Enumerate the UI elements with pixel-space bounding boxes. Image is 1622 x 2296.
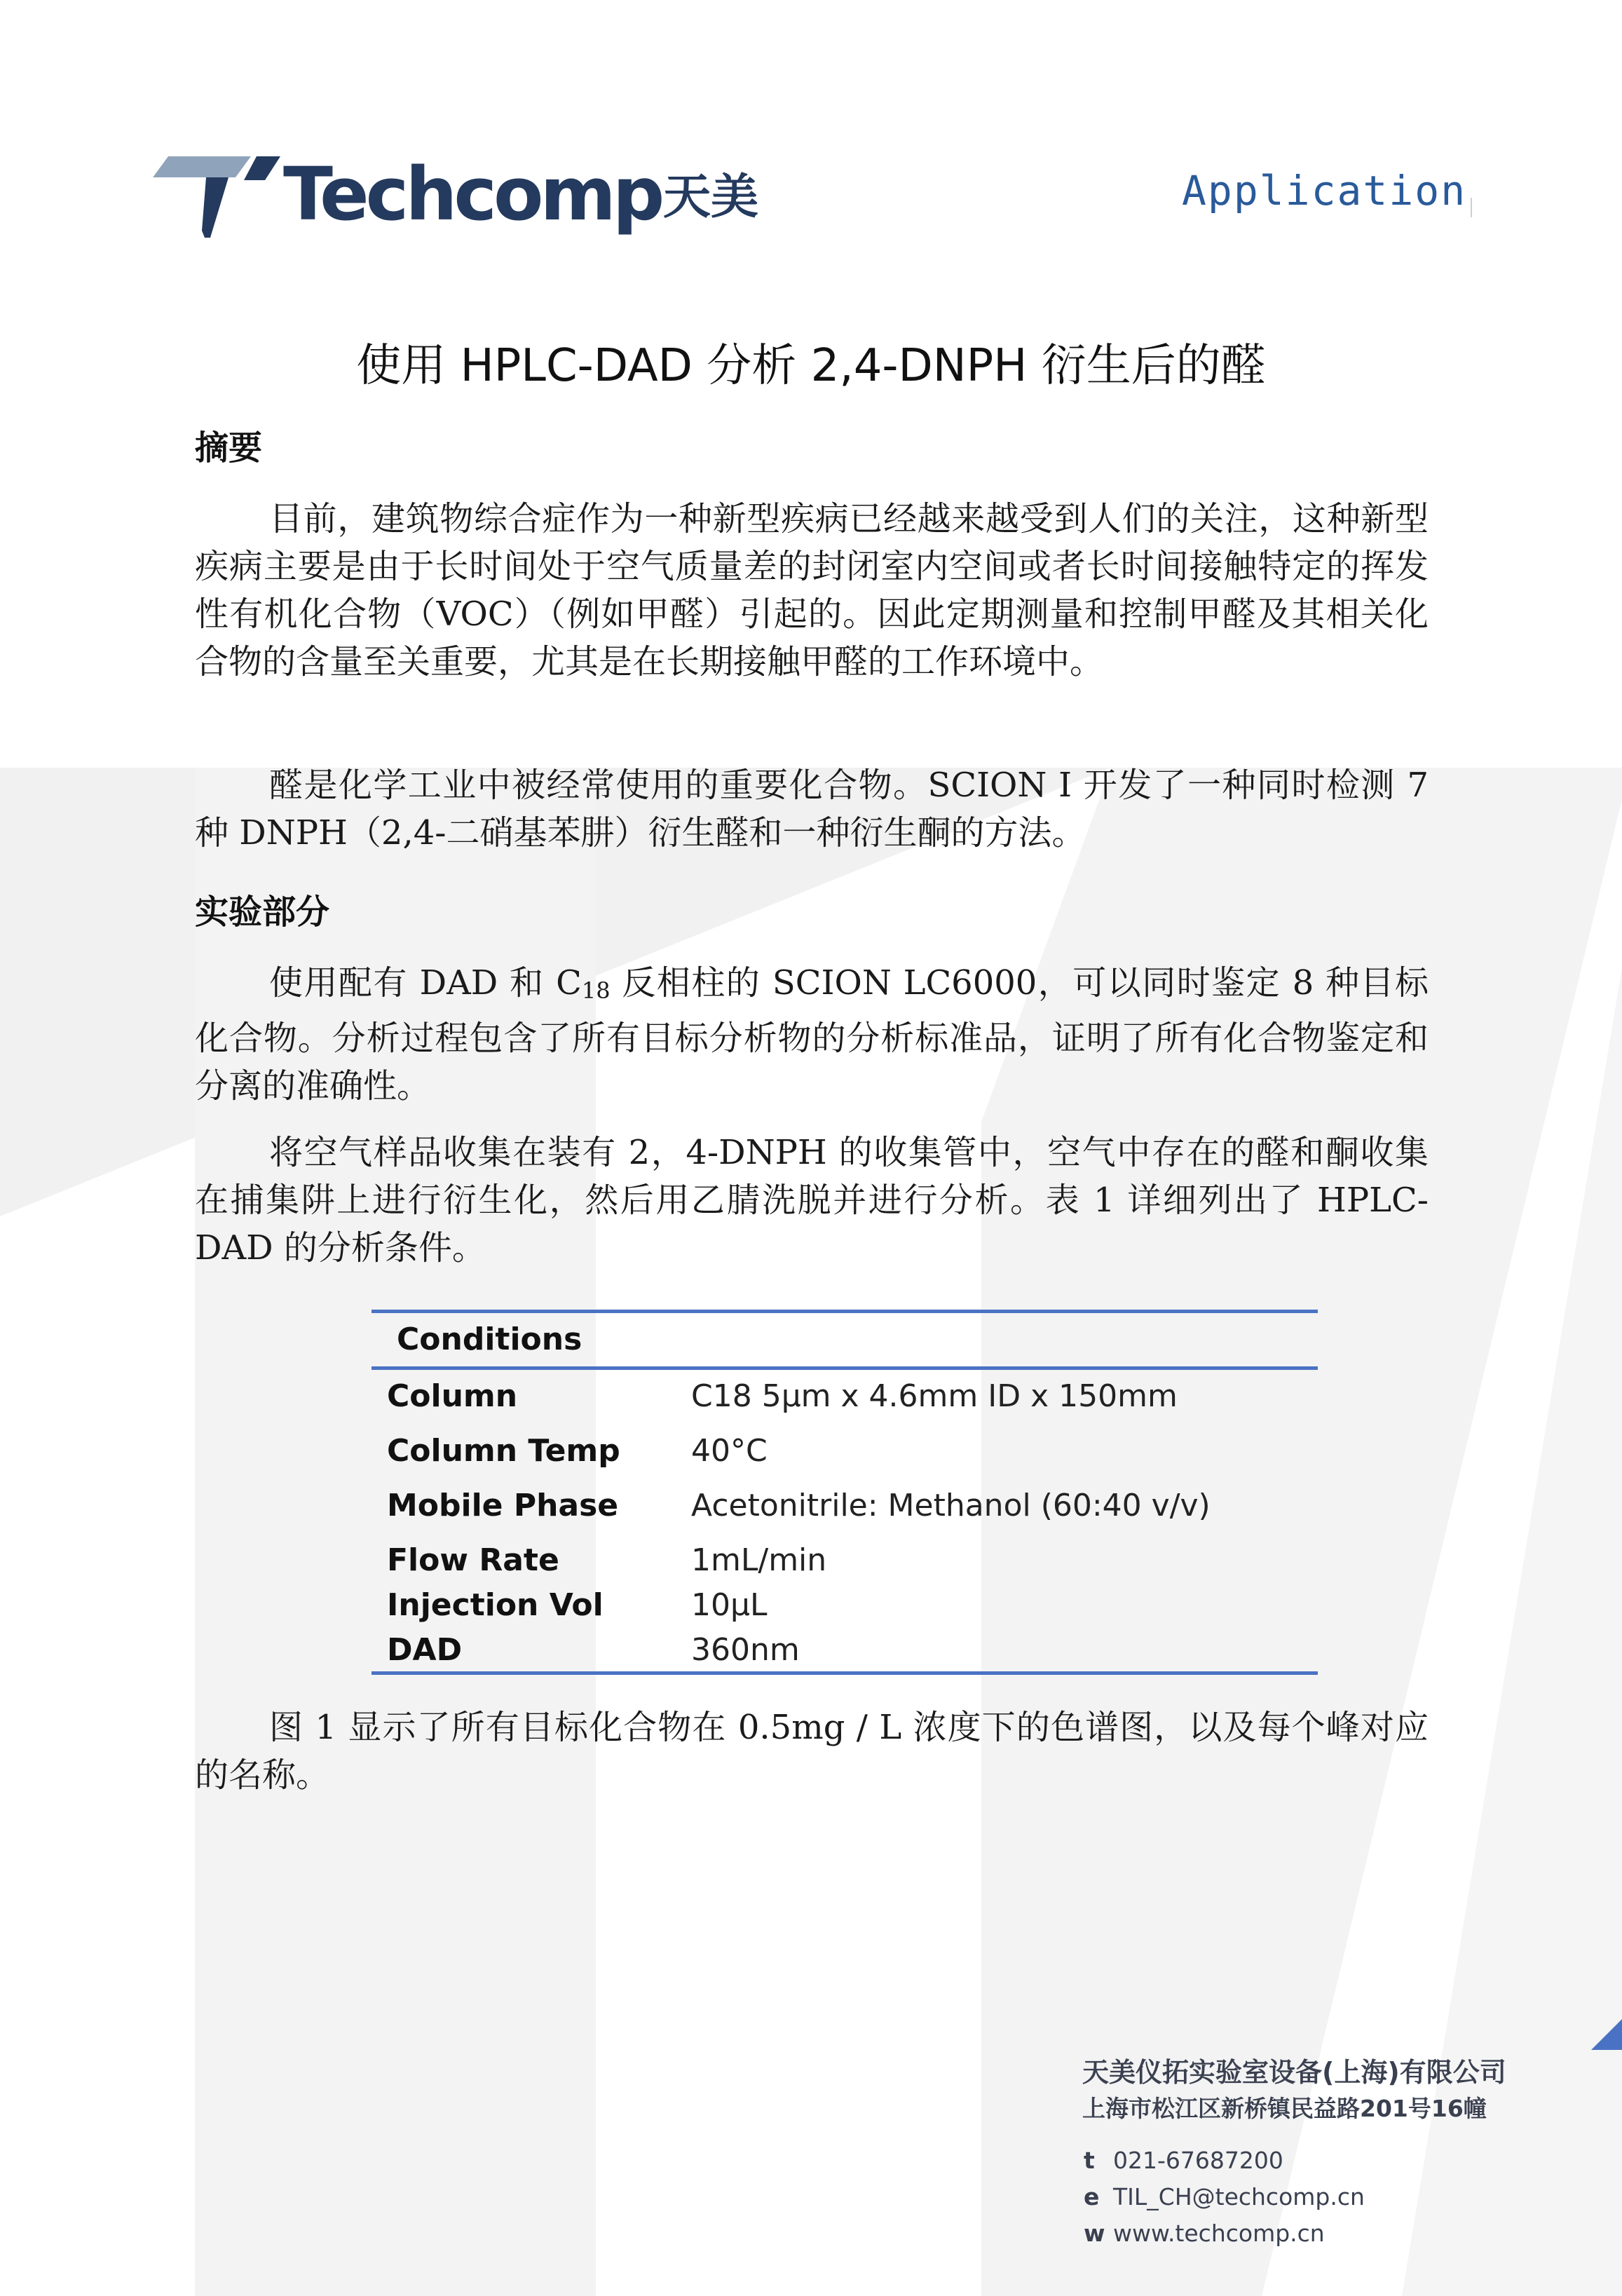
figure-reference-paragraph: 图 1 显示了所有目标化合物在 0.5mg / L 浓度下的色谱图，以及每个峰对应的名称。 — [195, 1708, 1429, 1795]
techcomp-logo-mark-icon — [153, 151, 286, 242]
paragraph-text: 使用配有 DAD 和 C — [269, 963, 582, 1003]
telephone-value: 021-67687200 — [1113, 2147, 1283, 2174]
company-address: 上海市松江区新桥镇民益路201号16幢 — [1082, 2095, 1487, 2122]
condition-value: 40°C — [691, 1433, 768, 1469]
table-row — [372, 1425, 1318, 1479]
table-row — [372, 1479, 1318, 1534]
condition-label: DAD — [387, 1632, 463, 1668]
table-bottom-rule — [372, 1671, 1318, 1675]
table-row — [372, 1579, 1318, 1624]
table-row — [372, 1624, 1318, 1669]
condition-label: Column Temp — [387, 1433, 620, 1469]
abstract-paragraph-2: 醛是化学工业中被经常使用的重要化合物。SCION I 开发了一种同时检测 7 种 DNPH（2,4-二硝基苯肼）衍生醛和一种衍生酮的方法。 — [195, 766, 1429, 852]
condition-value: 360nm — [691, 1632, 800, 1668]
condition-label: Column — [387, 1378, 518, 1414]
header-divider — [1471, 198, 1472, 217]
email-key: e — [1084, 2183, 1100, 2210]
document-title: 使用 HPLC-DAD 分析 2,4-DNPH 衍生后的醛 — [356, 340, 1266, 392]
table-row — [372, 1370, 1318, 1425]
table-header: Conditions — [397, 1322, 582, 1357]
conditions-table — [372, 1310, 1318, 1675]
experimental-paragraph-1 — [195, 959, 1429, 1110]
email-value[interactable]: TIL_CH@techcomp.cn — [1113, 2183, 1365, 2210]
condition-label: Flow Rate — [387, 1542, 559, 1578]
company-name: 天美仪拓实验室设备(上海)有限公司 — [1082, 2057, 1506, 2088]
abstract-heading: 摘要 — [195, 428, 263, 468]
application-tag: Application — [1182, 167, 1467, 215]
paragraph-text: 反相柱的 SCION LC6000，可以同时鉴定 8 种目标化合物。分析过程包含了所有目标分析物的分析标准品，证明了所有化合物鉴定和分离的准确性。 — [195, 963, 1429, 1106]
techcomp-logo — [153, 151, 770, 242]
condition-value: Acetonitrile: Methanol (60:40 v/v) — [691, 1488, 1211, 1523]
condition-value: 1mL/min — [691, 1542, 827, 1578]
corner-triangle-icon — [1591, 2019, 1622, 2050]
website-key: w — [1084, 2220, 1105, 2247]
contact-website — [1082, 2215, 1531, 2252]
condition-value: 10μL — [691, 1587, 768, 1623]
website-value[interactable]: www.techcomp.cn — [1113, 2220, 1325, 2247]
contact-telephone — [1082, 2142, 1531, 2179]
table-body — [372, 1370, 1318, 1671]
experimental-paragraph-2: 将空气样品收集在装有 2，4-DNPH 的收集管中，空气中存在的醛和酮收集在捕集阱上进行衍生化，然后用乙腈洗脱并进行分析。表 1 详细列出了 HPLC-DAD 的分析条件。 — [195, 1133, 1429, 1268]
footer-contact — [1082, 2054, 1531, 2252]
table-row — [372, 1534, 1318, 1579]
contact-email — [1082, 2179, 1531, 2215]
experimental-heading: 实验部分 — [195, 892, 330, 932]
logo-chinese-name: 天美 — [663, 170, 759, 225]
logo-wordmark: Techcomp — [283, 151, 662, 237]
condition-label: Injection Vol — [387, 1587, 604, 1623]
abstract-paragraph-1: 目前，建筑物综合症作为一种新型疾病已经越来越受到人们的关注，这种新型疾病主要是由于长时间处于空气质量差的封闭室内空间或者长时间接触特定的挥发性有机化合物（VOC）（例如甲醛）引起的。因此定期测量和控制甲醛及其相关化合物的含量至关重要，尤其是在长期接触甲醛的工作环境中。 — [195, 499, 1429, 681]
telephone-key: t — [1084, 2147, 1095, 2174]
subscript-18: 18 — [581, 977, 611, 1004]
condition-label: Mobile Phase — [387, 1488, 619, 1523]
condition-value: C18 5μm x 4.6mm ID x 150mm — [691, 1378, 1178, 1414]
